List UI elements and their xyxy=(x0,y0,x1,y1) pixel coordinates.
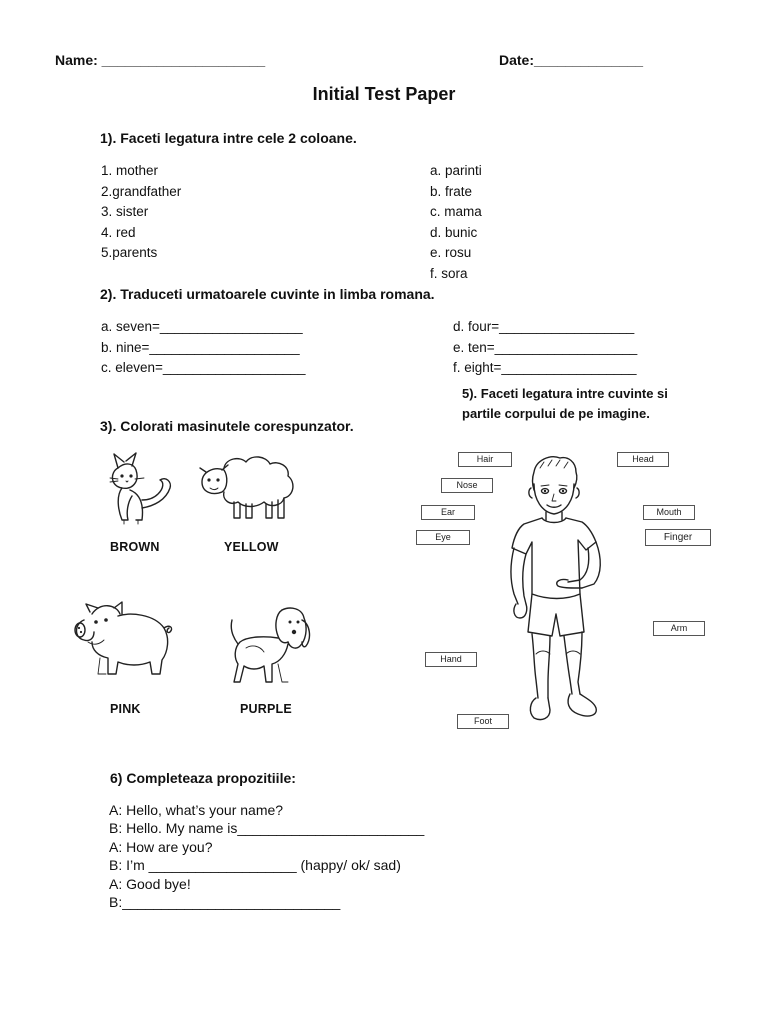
translation-field[interactable]: f. eight=__________________ xyxy=(453,360,637,375)
exercise1-instruction: 1). Faceti legatura intre cele 2 coloane. xyxy=(100,130,357,146)
exercise2-instruction: 2). Traduceti urmatoarele cuvinte in limba romana. xyxy=(100,286,435,302)
exercise1-right-column xyxy=(430,161,482,284)
dialogue-line[interactable]: B:____________________________ xyxy=(109,894,341,911)
label-box-nose[interactable]: Nose xyxy=(441,478,493,493)
color-label-purple: PURPLE xyxy=(240,702,292,716)
label-box-arm[interactable]: Arm xyxy=(653,621,705,636)
color-label-pink: PINK xyxy=(110,702,141,716)
boy-body-illustration xyxy=(498,454,618,726)
list-item[interactable]: 2.grandfather xyxy=(101,183,182,199)
dialogue-line: A: Good bye! xyxy=(109,875,191,892)
label-box-ear[interactable]: Ear xyxy=(421,505,475,520)
label-box-hand[interactable]: Hand xyxy=(425,652,477,667)
date-field[interactable]: Date:______________ xyxy=(499,52,644,68)
list-item[interactable]: 5.parents xyxy=(101,245,158,260)
name-field[interactable]: Name: _____________________ xyxy=(55,52,266,68)
exercise2-right-column xyxy=(453,317,637,379)
exercise1-left-column xyxy=(101,161,181,264)
list-item[interactable]: b. frate xyxy=(430,183,473,199)
exercise6-dialogue xyxy=(109,801,424,911)
list-item[interactable]: 1. mother xyxy=(101,163,159,178)
exercise5-instruction-line2: partile corpului de pe imagine. xyxy=(462,406,650,421)
label-box-eye[interactable]: Eye xyxy=(416,530,470,545)
translation-field[interactable]: e. ten=___________________ xyxy=(453,339,638,355)
color-label-brown: BROWN xyxy=(110,540,160,554)
sheep-icon[interactable] xyxy=(196,452,300,524)
translation-field[interactable]: c. eleven=___________________ xyxy=(101,360,306,375)
translation-field[interactable]: b. nine=____________________ xyxy=(101,339,300,355)
list-item[interactable]: e. rosu xyxy=(430,245,472,260)
label-box-head[interactable]: Head xyxy=(617,452,669,467)
exercise2-left-column xyxy=(101,317,306,379)
pig-icon[interactable] xyxy=(70,598,174,686)
translation-field[interactable]: a. seven=___________________ xyxy=(101,319,303,334)
exercise3-instruction: 3). Colorati masinutele corespunzator. xyxy=(100,418,354,434)
label-box-finger[interactable]: Finger xyxy=(645,529,711,546)
dialogue-line: A: Hello, what’s your name? xyxy=(109,802,284,818)
page-title: Initial Test Paper xyxy=(312,84,456,104)
label-box-foot[interactable]: Foot xyxy=(457,714,509,729)
list-item[interactable]: 3. sister xyxy=(101,204,149,219)
dialogue-line[interactable]: B: Hello. My name is________________________ xyxy=(109,820,425,837)
cat-icon[interactable] xyxy=(100,448,182,530)
list-item[interactable]: c. mama xyxy=(430,204,482,219)
dialogue-line: A: How are you? xyxy=(109,838,213,855)
dialogue-line[interactable]: B: I’m ___________________ (happy/ ok/ sad) xyxy=(109,857,401,874)
list-item[interactable]: a. parinti xyxy=(430,163,482,178)
list-item[interactable]: 4. red xyxy=(101,224,136,240)
exercise6-instruction: 6) Completeaza propozitiile: xyxy=(110,770,296,786)
exercise5-instruction-line1: 5). Faceti legatura intre cuvinte si xyxy=(462,386,668,401)
label-box-mouth[interactable]: Mouth xyxy=(643,505,695,520)
translation-field[interactable]: d. four=__________________ xyxy=(453,319,635,334)
label-box-hair[interactable]: Hair xyxy=(458,452,512,467)
dog-icon[interactable] xyxy=(226,604,316,690)
list-item[interactable]: f. sora xyxy=(430,265,468,281)
list-item[interactable]: d. bunic xyxy=(430,224,478,240)
color-label-yellow: YELLOW xyxy=(224,540,279,554)
